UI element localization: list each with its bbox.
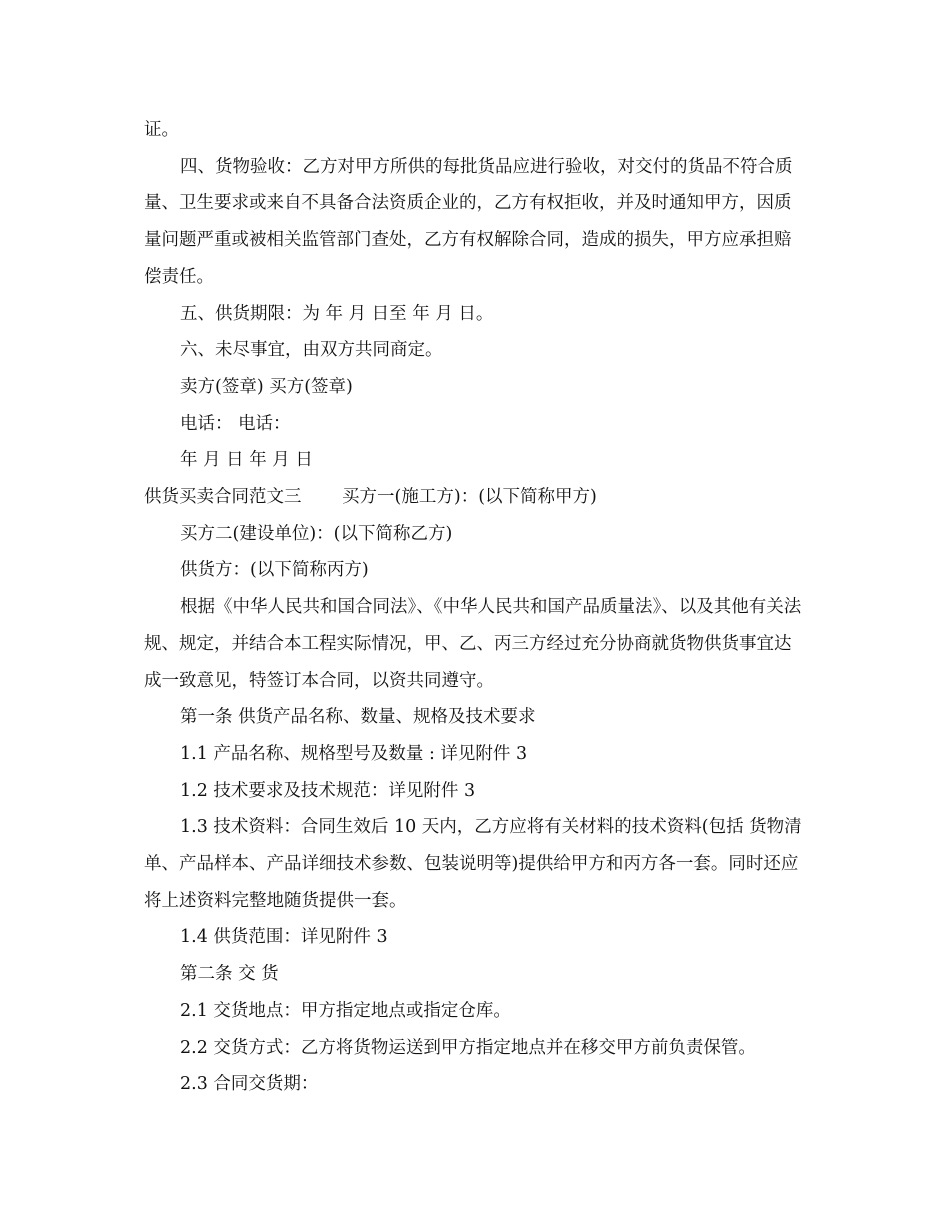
paragraph: 四、货物验收：乙方对甲方所供的每批货品应进行验收，对交付的货品不符合质量、卫生要求或来自不具备合法资质企业的，乙方有权拒收，并及时通知甲方，因质量问题严重或被相关监管部门查处，乙方有权解除合同，造成的损失，甲方应承担赔偿责任。 — [144, 156, 793, 287]
paragraph: 供货买卖合同范文三 买方一(施工方)：(以下简称甲方) — [144, 487, 597, 508]
paragraph: 根据《中华人民共和国合同法》、《中华人民共和国产品质量法》、以及其他有关法规、规定，并结合本工程实际情况，甲、乙、丙三方经过充分协商就货物供货事宜达成一致意见，特签订本合同，以资共同遵守。 — [144, 597, 802, 691]
paragraph: 六、未尽事宜，由双方共同商定。 — [180, 340, 443, 361]
paragraph: 1.2 技术要求及技术规范：详见附件 3 — [180, 780, 476, 801]
paragraph: 买方二(建设单位)：(以下简称乙方) — [180, 523, 453, 544]
paragraph: 1.1 产品名称、规格型号及数量 : 详见附件 3 — [180, 743, 528, 764]
paragraph: 卖方(签章) 买方(签章) — [180, 376, 353, 397]
paragraph: 2.2 交货方式：乙方将货物运送到甲方指定地点并在移交甲方前负责保管。 — [180, 1037, 756, 1058]
paragraph: 证。 — [144, 120, 179, 140]
document-body — [144, 112, 804, 1103]
paragraph: 第二条 交 货 — [180, 964, 279, 985]
paragraph: 2.1 交货地点：甲方指定地点或指定仓库。 — [180, 1000, 511, 1021]
paragraph: 2.3 合同交货期： — [180, 1074, 319, 1095]
paragraph: 电话： 电话： — [180, 413, 291, 434]
paragraph: 1.3 技术资料：合同生效后 10 天内，乙方应将有关材料的技术资料(包括 货物清单、产品样本、产品详细技术参数、包装说明等)提供给甲方和丙方各一套。同时还应将上述资料完整地随货提供一套。 — [144, 817, 802, 911]
paragraph: 五、供货期限：为 年 月 日至 年 月 日。 — [180, 303, 494, 324]
paragraph: 第一条 供货产品名称、数量、规格及技术要求 — [180, 707, 536, 728]
paragraph: 1.4 供货范围：详见附件 3 — [180, 927, 388, 948]
paragraph: 供货方：(以下简称丙方) — [180, 560, 369, 581]
paragraph: 年 月 日 年 月 日 — [180, 450, 313, 471]
